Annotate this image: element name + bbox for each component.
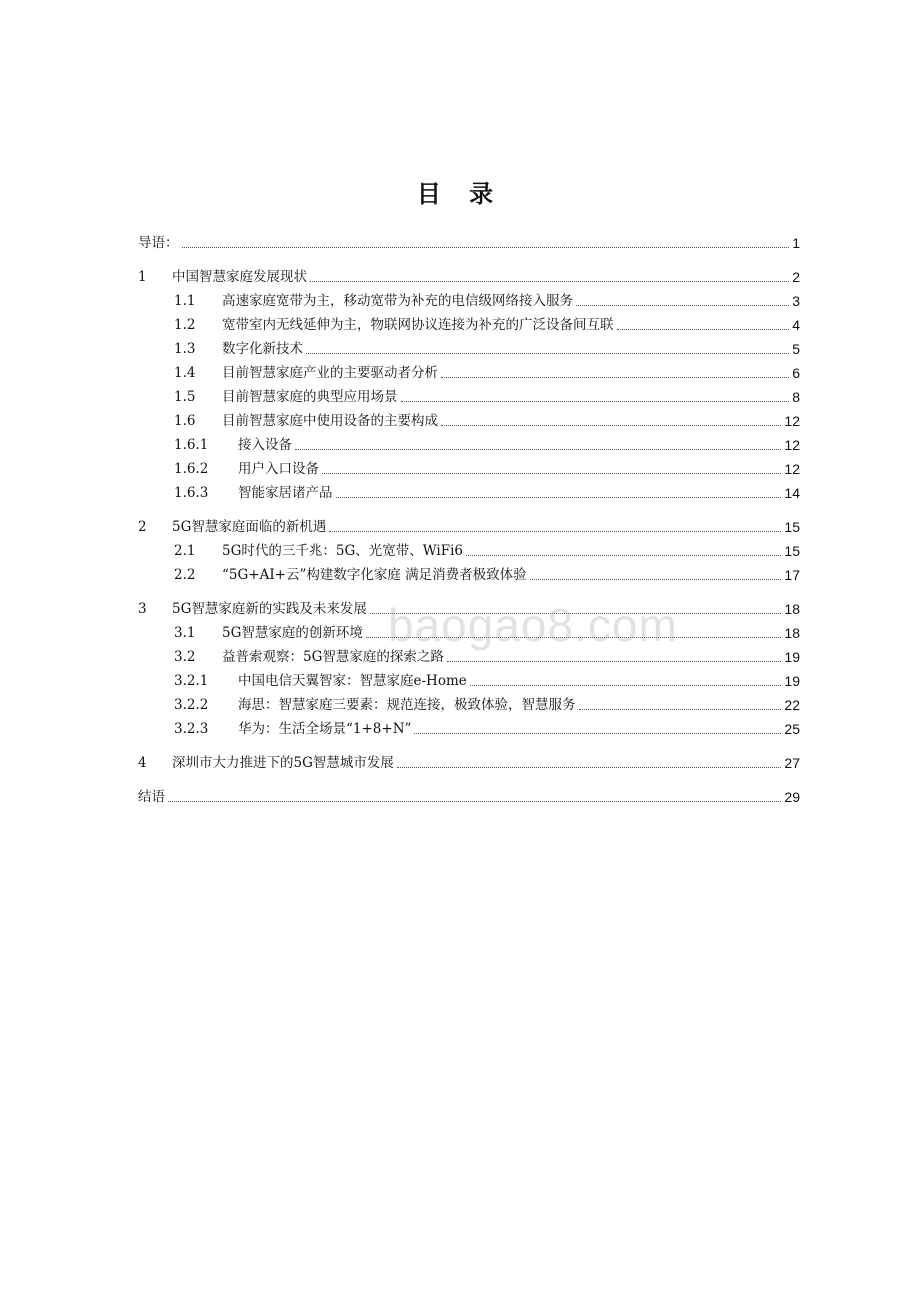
toc-entry-page: 29: [784, 789, 800, 805]
toc-dot-leader: [322, 472, 781, 474]
toc-entry[interactable]: [174, 412, 800, 430]
toc-entry-title: 导语：: [138, 235, 179, 251]
toc-entry-title: 目前智慧家庭产业的主要驱动者分析: [222, 365, 438, 381]
toc-entry-number: 1.6: [174, 413, 196, 429]
toc-entry[interactable]: [174, 542, 800, 560]
toc-dot-leader: [397, 766, 782, 768]
toc-entry-number: 4: [138, 755, 147, 771]
toc-entry-title: 数字化新技术: [222, 341, 303, 357]
toc-entry-page: 27: [784, 755, 800, 771]
toc-dot-leader: [617, 328, 790, 330]
toc-entry[interactable]: [174, 340, 800, 358]
toc-entry[interactable]: [138, 788, 800, 806]
toc-entry-title: 益普索观察：5G智慧家庭的探索之路: [222, 649, 444, 665]
watermark: baogao8.com: [388, 599, 678, 651]
toc-entry-title: 深圳市大力推进下的5G智慧城市发展: [172, 755, 394, 771]
toc-entry[interactable]: [138, 234, 800, 252]
toc-dot-leader: [168, 800, 781, 802]
toc-dot-leader: [295, 448, 781, 450]
toc-dot-leader: [576, 304, 789, 306]
toc-entry-page: 12: [784, 437, 800, 453]
toc-entry-number: 1.6.2: [174, 461, 209, 477]
toc-entry-page: 3: [792, 293, 800, 309]
toc-entry-number: 2: [138, 519, 147, 535]
toc-entry-title: 宽带室内无线延伸为主，物联网协议连接为补充的广泛设备间互联: [222, 317, 614, 333]
toc-entry[interactable]: [138, 600, 800, 618]
toc-entry-page: 14: [784, 485, 800, 501]
toc-entry-title: 5G智慧家庭新的实践及未来发展: [172, 601, 367, 617]
toc-dot-leader: [182, 246, 790, 248]
toc-dot-leader: [306, 352, 789, 354]
toc-entry[interactable]: [174, 720, 800, 738]
toc-entry[interactable]: [174, 696, 800, 714]
toc-entry-number: 1.2: [174, 317, 196, 333]
toc-dot-leader: [366, 636, 782, 638]
toc-entry-number: 3.1: [174, 625, 196, 641]
toc-entry[interactable]: [174, 364, 800, 382]
toc-entry-title: 结语: [138, 789, 165, 805]
toc-entry-page: 18: [784, 601, 800, 617]
toc-entry-page: 25: [784, 721, 800, 737]
toc-dot-leader: [336, 496, 782, 498]
toc-dot-leader: [470, 684, 782, 686]
toc-entry-number: 1.1: [174, 293, 196, 309]
toc-entry-number: 1.3: [174, 341, 196, 357]
page-title: 目 录: [416, 180, 504, 208]
toc-entry-page: 12: [784, 413, 800, 429]
toc-entry[interactable]: [174, 292, 800, 310]
toc-entry-number: 3.2.1: [174, 673, 209, 689]
toc-entry-page: 1: [792, 235, 800, 251]
toc-dot-leader: [370, 612, 782, 614]
toc-dot-leader: [329, 530, 781, 532]
toc-entry-title: 5G智慧家庭的创新环境: [222, 625, 363, 641]
toc-entry-number: 1: [138, 269, 147, 285]
toc-entry-number: 1.4: [174, 365, 196, 381]
toc-entry-page: 19: [784, 673, 800, 689]
toc-entry-page: 5: [792, 341, 800, 357]
toc-entry-title: 用户入口设备: [238, 461, 319, 477]
toc-entry[interactable]: [138, 754, 800, 772]
toc-entry[interactable]: [174, 648, 800, 666]
toc-entry[interactable]: [138, 518, 800, 536]
toc-entry-title: 海思：智慧家庭三要素：规范连接，极致体验，智慧服务: [238, 697, 576, 713]
toc-entry-title: 智能家居诸产品: [238, 485, 333, 501]
toc-dot-leader: [401, 400, 790, 402]
toc-entry[interactable]: [138, 268, 800, 286]
toc-entry-page: 15: [784, 519, 800, 535]
toc-entry-title: 接入设备: [238, 437, 292, 453]
toc-entry-title: 5G智慧家庭面临的新机遇: [172, 519, 327, 535]
toc-entry-page: 22: [784, 697, 800, 713]
toc-entry-number: 3.2: [174, 649, 196, 665]
toc-entry[interactable]: [174, 436, 800, 454]
toc-dot-leader: [441, 424, 781, 426]
toc-entry[interactable]: [174, 624, 800, 642]
toc-entry[interactable]: [174, 388, 800, 406]
toc-entry-page: 2: [792, 269, 800, 285]
toc-dot-leader: [414, 732, 781, 734]
toc-entry-number: 1.6.1: [174, 437, 209, 453]
toc-entry-title: 华为：生活全场景“1+8+N”: [238, 721, 412, 737]
toc-entry-page: 15: [784, 543, 800, 559]
toc-entry-page: 4: [792, 317, 800, 333]
toc-dot-leader: [579, 708, 782, 710]
toc-dot-leader: [466, 554, 781, 556]
toc-entry-number: 1.6.3: [174, 485, 209, 501]
toc-entry-number: 3.2.3: [174, 721, 209, 737]
toc-entry[interactable]: [174, 566, 800, 584]
toc-entry-page: 18: [784, 625, 800, 641]
toc-entry-page: 6: [792, 365, 800, 381]
toc-entry-title: 5G时代的三千兆：5G、光宽带、WiFi6: [222, 543, 463, 559]
toc-entry-title: 中国电信天翼智家：智慧家庭e-Home: [238, 673, 467, 689]
toc-entry-number: 3.2.2: [174, 697, 209, 713]
toc-entry-number: 1.5: [174, 389, 196, 405]
toc-entry[interactable]: [174, 672, 800, 690]
toc-entry[interactable]: [174, 460, 800, 478]
toc-entry-page: 8: [792, 389, 800, 405]
toc-entry-title: 中国智慧家庭发展现状: [172, 269, 307, 285]
toc-entry-page: 19: [784, 649, 800, 665]
toc-entry-title: “5G+AI+云”构建数字化家庭 满足消费者极致体验: [222, 567, 527, 583]
toc-entry-title: 目前智慧家庭中使用设备的主要构成: [222, 413, 438, 429]
toc-entry[interactable]: [174, 484, 800, 502]
toc-entry[interactable]: [174, 316, 800, 334]
toc-dot-leader: [310, 280, 789, 282]
toc-entry-number: 3: [138, 601, 147, 617]
toc-entry-page: 12: [784, 461, 800, 477]
toc-entry-page: 17: [784, 567, 800, 583]
toc-dot-leader: [530, 578, 782, 580]
toc-entry-title: 高速家庭宽带为主，移动宽带为补充的电信级网络接入服务: [222, 293, 573, 309]
toc-dot-leader: [447, 660, 782, 662]
toc-entry-number: 2.1: [174, 543, 196, 559]
toc-dot-leader: [441, 376, 789, 378]
toc-entry-title: 目前智慧家庭的典型应用场景: [222, 389, 398, 405]
toc-entry-number: 2.2: [174, 567, 196, 583]
